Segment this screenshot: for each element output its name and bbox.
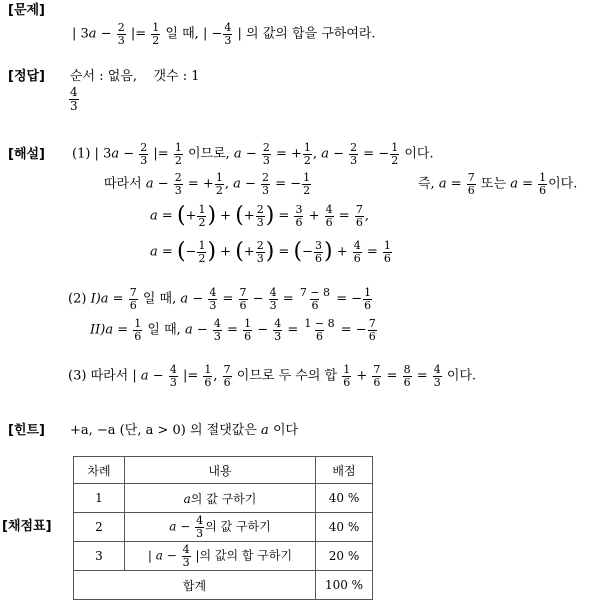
table-row: 1 a의 값 구하기 40 % [74,484,373,513]
table-row: 2 a − $\frac{4}{3}$ 의 값 구하기 40 % [74,513,373,542]
scoring-table [73,456,373,600]
total-score: 100 % [316,571,373,600]
solution-step2-case2: II)a = $\frac{1}{6}$ 일 때, a − $\frac{4}{3}$ = $\frac{1}{6}$ − $\frac{4}{3}$ = $\frac{1 - 8}{6}$ = − $\frac{7}{6}$ [90,317,376,343]
solution-sum1: a = (+ $\frac{1}{2}$ ) + (+ $\frac{2}{3}$ ) = $\frac{3}{6}$ + $\frac{4}{6}$ = $\frac{7}{6}$ , [150,203,369,229]
total-label: 합계 [74,571,316,600]
hint-text: +a, −a (단, a > 0) 의 절댓값은 a 이다 [70,423,299,438]
answer-order: 순서 : 없음, [70,69,138,84]
hint-label: [힌트] [8,423,45,438]
solution-sum2: a = (− $\frac{1}{2}$ ) + (+ $\frac{2}{3}$ ) = (− $\frac{3}{6}$ ) + $\frac{4}{6}$ = $\frac{1}{6}$ [150,239,391,265]
table-row: 3 | a − $\frac{4}{3}$ |의 값의 합 구하기 20 % [74,542,373,571]
answer-count: 갯수 : 1 [153,69,200,84]
solution-label: [해설] [8,147,45,162]
problem-rest: 의 값의 합을 구하여라. [246,26,376,42]
solution-step3: (3) 따라서 | a − $\frac{4}{3}$ |= $\frac{1}{6}$ , $\frac{7}{6}$ 이므로 두 수의 합 $\frac{1}{6}$ + $\frac{7}{6}$ = $\frac{8}{6}$ = $\frac{4}{3}$ 이다. [68,363,477,389]
solution-step1: (1) | 3a − $\frac{2}{3}$ |= $\frac{1}{2}$ 이므로, a − $\frac{2}{3}$ = + $\frac{1}{2}$ , a − $\frac{2}{3}$ = − $\frac{1}{2}$ 이다. [72,141,434,167]
table-header-row [74,457,373,484]
header-score: 배점 [316,457,373,484]
answer-label: [정답] [8,69,45,84]
table-total-row [74,571,373,600]
solution-therefore: 따라서 a − $\frac{2}{3}$ = + $\frac{1}{2}$ , a − $\frac{2}{3}$ = − $\frac{1}{2}$ [104,171,311,197]
problem-when: 일 때, [165,26,199,42]
answer-value: $\frac{4}{3}$ [70,85,78,113]
scoring-label: [채점표] [2,519,52,534]
header-content: 내용 [125,457,316,484]
header-order: 차례 [74,457,125,484]
solution-step2-case1: (2) I)a = $\frac{7}{6}$ 일 때, a − $\frac{4}{3}$ = $\frac{7}{6}$ − $\frac{4}{3}$ = $\frac{7 - 8}{6}$ = − $\frac{1}{6}$ [68,286,372,312]
answer-meta [70,70,200,83]
problem-label: [문제] [8,3,45,18]
problem-statement: | 3a − $\frac{2}{3}$ |= $\frac{1}{2}$ 일 때, | − $\frac{4}{3}$ | 의 값의 합을 구하여라. [72,21,376,47]
solution-namely: 즉, a = $\frac{7}{6}$ 또는 a = $\frac{1}{6}$ 이다. [418,171,578,197]
